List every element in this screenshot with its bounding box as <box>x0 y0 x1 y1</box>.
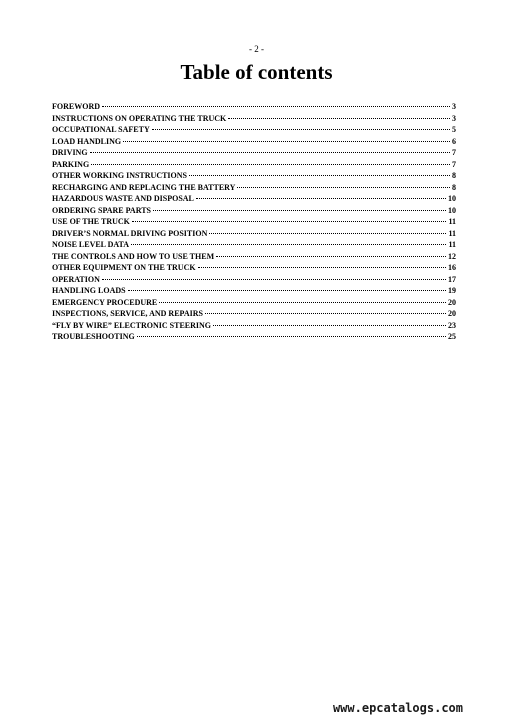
toc-entry <box>52 205 456 217</box>
toc-entry-page-number: 25 <box>448 332 456 341</box>
table-of-contents <box>52 101 456 343</box>
toc-entry-label: NOISE LEVEL DATA <box>52 240 130 249</box>
toc-entry-label: OTHER WORKING INSTRUCTIONS <box>52 171 187 180</box>
toc-dot-leader <box>102 279 446 280</box>
toc-entry-page-number: 10 <box>448 205 456 215</box>
toc-entry <box>52 159 456 171</box>
watermark: www.epcatalogs.com <box>332 701 463 715</box>
toc-entry-label: “FLY BY WIRE” ELECTRONIC STEERING <box>52 320 212 330</box>
toc-entry <box>52 124 456 136</box>
toc-entry-label: USE OF THE TRUCK <box>52 217 130 226</box>
toc-entry <box>52 147 456 159</box>
toc-entry <box>52 262 456 274</box>
toc-entry-label: INSTRUCTIONS ON OPERATING THE TRUCK <box>52 113 227 123</box>
toc-dot-leader <box>123 141 450 142</box>
toc-entry-page-number: 6 <box>452 136 456 146</box>
toc-entry <box>52 285 456 297</box>
toc-entry <box>52 170 456 182</box>
toc-dot-leader <box>213 325 446 326</box>
toc-dot-leader <box>152 129 450 130</box>
toc-entry <box>52 216 456 228</box>
toc-entry-page-number: 7 <box>452 159 456 169</box>
toc-entry-page-number: 3 <box>452 102 456 111</box>
toc-entry-label: ORDERING SPARE PARTS <box>52 205 151 215</box>
toc-entry-page-number: 3 <box>452 113 456 123</box>
toc-entry-label: THE CONTROLS AND HOW TO USE THEM <box>52 251 215 261</box>
toc-entry <box>52 136 456 148</box>
toc-entry <box>52 113 456 125</box>
toc-entry-page-number: 5 <box>452 125 456 134</box>
toc-entry <box>52 228 456 240</box>
toc-dot-leader <box>189 175 450 176</box>
toc-entry-page-number: 11 <box>448 240 456 249</box>
toc-entry-label: HANDLING LOADS <box>52 286 126 295</box>
toc-entry-page-number: 20 <box>448 309 456 318</box>
toc-dot-leader <box>237 187 450 188</box>
toc-entry-page-number: 12 <box>448 251 456 261</box>
toc-dot-leader <box>209 233 446 234</box>
toc-entry <box>52 308 456 320</box>
toc-entry-label: DRIVING <box>52 148 88 157</box>
toc-entry-label: RECHARGING AND REPLACING THE BATTERY <box>52 182 236 192</box>
toc-entry-label: OCCUPATIONAL SAFETY <box>52 125 150 134</box>
toc-entry <box>52 101 456 113</box>
toc-entry <box>52 274 456 286</box>
toc-dot-leader <box>198 267 446 268</box>
toc-entry-page-number: 23 <box>448 320 456 330</box>
toc-entry <box>52 320 456 332</box>
toc-dot-leader <box>102 106 450 107</box>
toc-entry-page-number: 16 <box>448 263 456 272</box>
toc-entry-label: HAZARDOUS WASTE AND DISPOSAL <box>52 194 194 203</box>
toc-entry-label: EMERGENCY PROCEDURE <box>52 297 158 307</box>
toc-entry <box>52 297 456 309</box>
toc-dot-leader <box>90 152 450 153</box>
toc-entry-page-number: 7 <box>452 148 456 157</box>
page-title: Table of contents <box>180 60 333 84</box>
toc-entry-label: PARKING <box>52 159 90 169</box>
toc-dot-leader <box>91 164 450 165</box>
toc-entry-label: OPERATION <box>52 274 100 284</box>
toc-entry-label: DRIVER’S NORMAL DRIVING POSITION <box>52 228 208 238</box>
toc-entry <box>52 182 456 194</box>
toc-dot-leader <box>228 118 450 119</box>
toc-entry-page-number: 11 <box>448 217 456 226</box>
page-number: - 2 - <box>249 44 264 54</box>
toc-dot-leader <box>132 221 447 222</box>
toc-entry <box>52 251 456 263</box>
toc-dot-leader <box>205 313 446 314</box>
toc-dot-leader <box>153 210 446 211</box>
toc-entry-label: TROUBLESHOOTING <box>52 332 135 341</box>
toc-entry-label: FOREWORD <box>52 102 100 111</box>
toc-entry-page-number: 19 <box>448 286 456 295</box>
toc-entry-page-number: 10 <box>448 194 456 203</box>
toc-entry-page-number: 8 <box>452 182 456 192</box>
toc-entry-page-number: 17 <box>448 274 456 284</box>
toc-entry-label: LOAD HANDLING <box>52 136 122 146</box>
toc-dot-leader <box>196 198 446 199</box>
toc-entry-page-number: 20 <box>448 297 456 307</box>
toc-entry-page-number: 8 <box>452 171 456 180</box>
toc-entry <box>52 239 456 251</box>
toc-entry-page-number: 11 <box>448 228 456 238</box>
toc-dot-leader <box>216 256 446 257</box>
toc-dot-leader <box>131 244 446 245</box>
toc-entry <box>52 193 456 205</box>
toc-dot-leader <box>128 290 446 291</box>
toc-entry-label: INSPECTIONS, SERVICE, AND REPAIRS <box>52 309 203 318</box>
toc-dot-leader <box>159 302 446 303</box>
toc-dot-leader <box>137 336 446 337</box>
toc-entry <box>52 331 456 343</box>
toc-entry-label: OTHER EQUIPMENT ON THE TRUCK <box>52 263 196 272</box>
